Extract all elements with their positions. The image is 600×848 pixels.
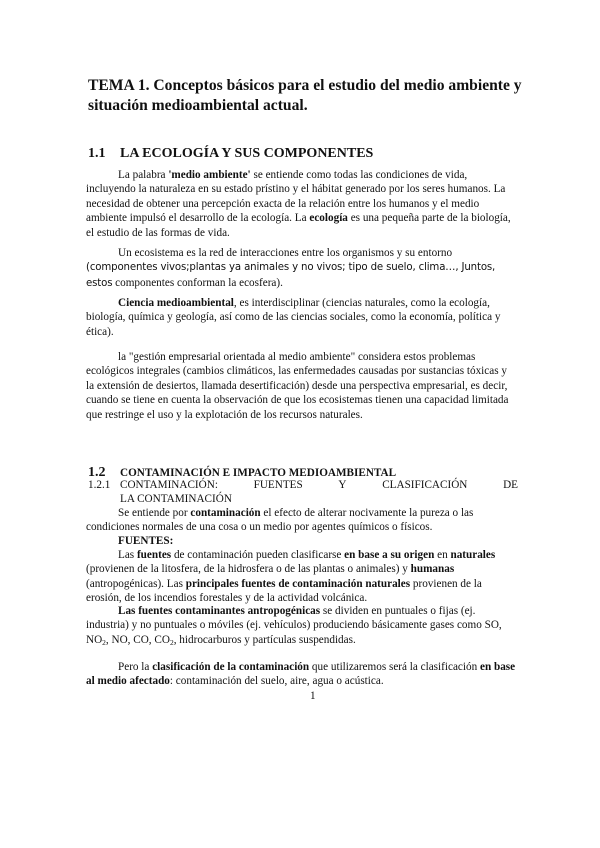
section-number: 1.1 [88, 146, 106, 161]
text: Pero la [118, 661, 153, 673]
paragraph-fuentes [86, 548, 516, 606]
page-number: 1 [310, 690, 316, 702]
bold-term: en base al medio afectado [86, 661, 516, 688]
text: Un ecosistema es la red de interacciones entre los organismos y su entorno [118, 247, 453, 259]
text: componentes conforman la ecosfera). [112, 276, 283, 289]
paragraph-medio-ambiente [86, 168, 516, 240]
text: : contaminación del suelo, aire, agua o acústica. [169, 675, 384, 688]
bold-term: contaminación [190, 507, 261, 519]
fuentes-heading [86, 534, 516, 548]
paragraph-contaminacion-def [86, 506, 516, 535]
paragraph-clasificacion [86, 660, 516, 689]
text: se entiende como todas las condiciones de vida, incluyendo la naturaleza en su estado prístino y el hábitat generado por los seres humanos. La necesidad de obtener una percepción exacta de la relación entre los humanos y el medio ambiente impulsó el desarrollo de la ecología. La [86, 169, 506, 225]
document-title: TEMA 1. Conceptos básicos para el estudio del medio ambiente y situación medioambiental actual. [88, 77, 522, 114]
section-number: 1.2 [88, 465, 106, 480]
bold-term: fuentes [136, 549, 172, 561]
bold-term: clasificación de la contaminación [152, 661, 310, 673]
text: , hidrocarburos y partículas suspendidas. [173, 633, 356, 646]
bold-term: 'medio ambiente' [168, 169, 251, 181]
text: es una pequeña parte de la biología, el estudio de las formas de vida. [86, 212, 511, 239]
handwritten-text: (componentes vivos;plantas ya animales y no vivos; tipo de suelo, clima…, Juntos, estos [86, 262, 496, 289]
text: en [434, 549, 451, 561]
paragraph-ecosistema [86, 246, 516, 291]
text: (provienen de la litosfera, de la hidrosfera o de las plantas o animales) y [86, 563, 411, 576]
text: , es interdisciplinar (ciencias naturales, como la ecología, biología, química y geología, así como de las ciencias sociales, como la economía, política y ética). [86, 297, 501, 338]
text: La palabra [118, 169, 169, 181]
text: (antropogénicas). Las [86, 577, 186, 590]
text: que utilizaremos será la clasificación [309, 661, 480, 673]
text: el efecto de alterar nocivamente la pureza o las condiciones normales de una cosa o un medio por agentes químicos o físicos. [86, 507, 474, 534]
section-1-2-1-heading [88, 478, 518, 507]
section-title: LA ECOLOGÍA Y SUS COMPONENTES [120, 146, 374, 161]
bold-term: Las fuentes contaminantes antropogénicas [118, 605, 321, 617]
subscript: 2 [169, 637, 174, 647]
heading-word: FUENTES [253, 479, 303, 491]
heading-word: CONTAMINACIÓN: [120, 479, 218, 491]
heading-word: DE [503, 479, 518, 491]
text: provienen de la erosión, de los incendios forestales y de la actividad volcánica. [86, 577, 482, 605]
text: Se entiende por [118, 507, 191, 519]
bold-term: naturales [450, 549, 496, 561]
heading-word: Y [338, 479, 347, 491]
section-title: CONTAMINACIÓN E IMPACTO MEDIOAMBIENTAL [120, 467, 397, 479]
bold-term: Ciencia medioambiental [118, 297, 234, 309]
bold-term: principales fuentes de contaminación naturales [185, 577, 411, 590]
bold-term: humanas [410, 563, 455, 576]
section-1-1-heading [88, 146, 548, 162]
bold-term: en base a su origen [344, 549, 435, 561]
heading-word: CLASIFICACIÓN [382, 479, 468, 491]
paragraph-ciencia-medioambiental [86, 296, 516, 339]
subsection-number: 1.2.1 [88, 479, 111, 491]
bold-term: ecología [309, 212, 348, 225]
subscript: 2 [102, 637, 106, 647]
bold-heading: FUENTES: [118, 535, 174, 547]
text: la "gestión empresarial orientada al medio ambiente" considera estos problemas ecológicos integrales (cambios climáticos, las enfermedades causadas por sustancias tóxicas y la extensión de desiertos, llamada desertificación) desde una perspectiva empresarial, es decir, cuando se tiene en cuenta la observación de que los ecosistemas tienen una capacidad limitada que restringe el uso y la explotación de los recursos naturales. [86, 351, 509, 421]
paragraph-antropogenicas [86, 604, 516, 650]
text: se dividen en puntuales o fijas (ej. industria) y no puntuales o móviles (ej. vehículos) produciendo básicamente gases como SO, NO [86, 605, 502, 646]
paragraph-gestion-empresarial [86, 350, 516, 422]
text: , NO, CO, CO [105, 633, 170, 646]
text: de contaminación pueden clasificarse [171, 549, 345, 561]
heading-line: LA CONTAMINACIÓN [120, 493, 232, 506]
text: Las [118, 549, 137, 561]
